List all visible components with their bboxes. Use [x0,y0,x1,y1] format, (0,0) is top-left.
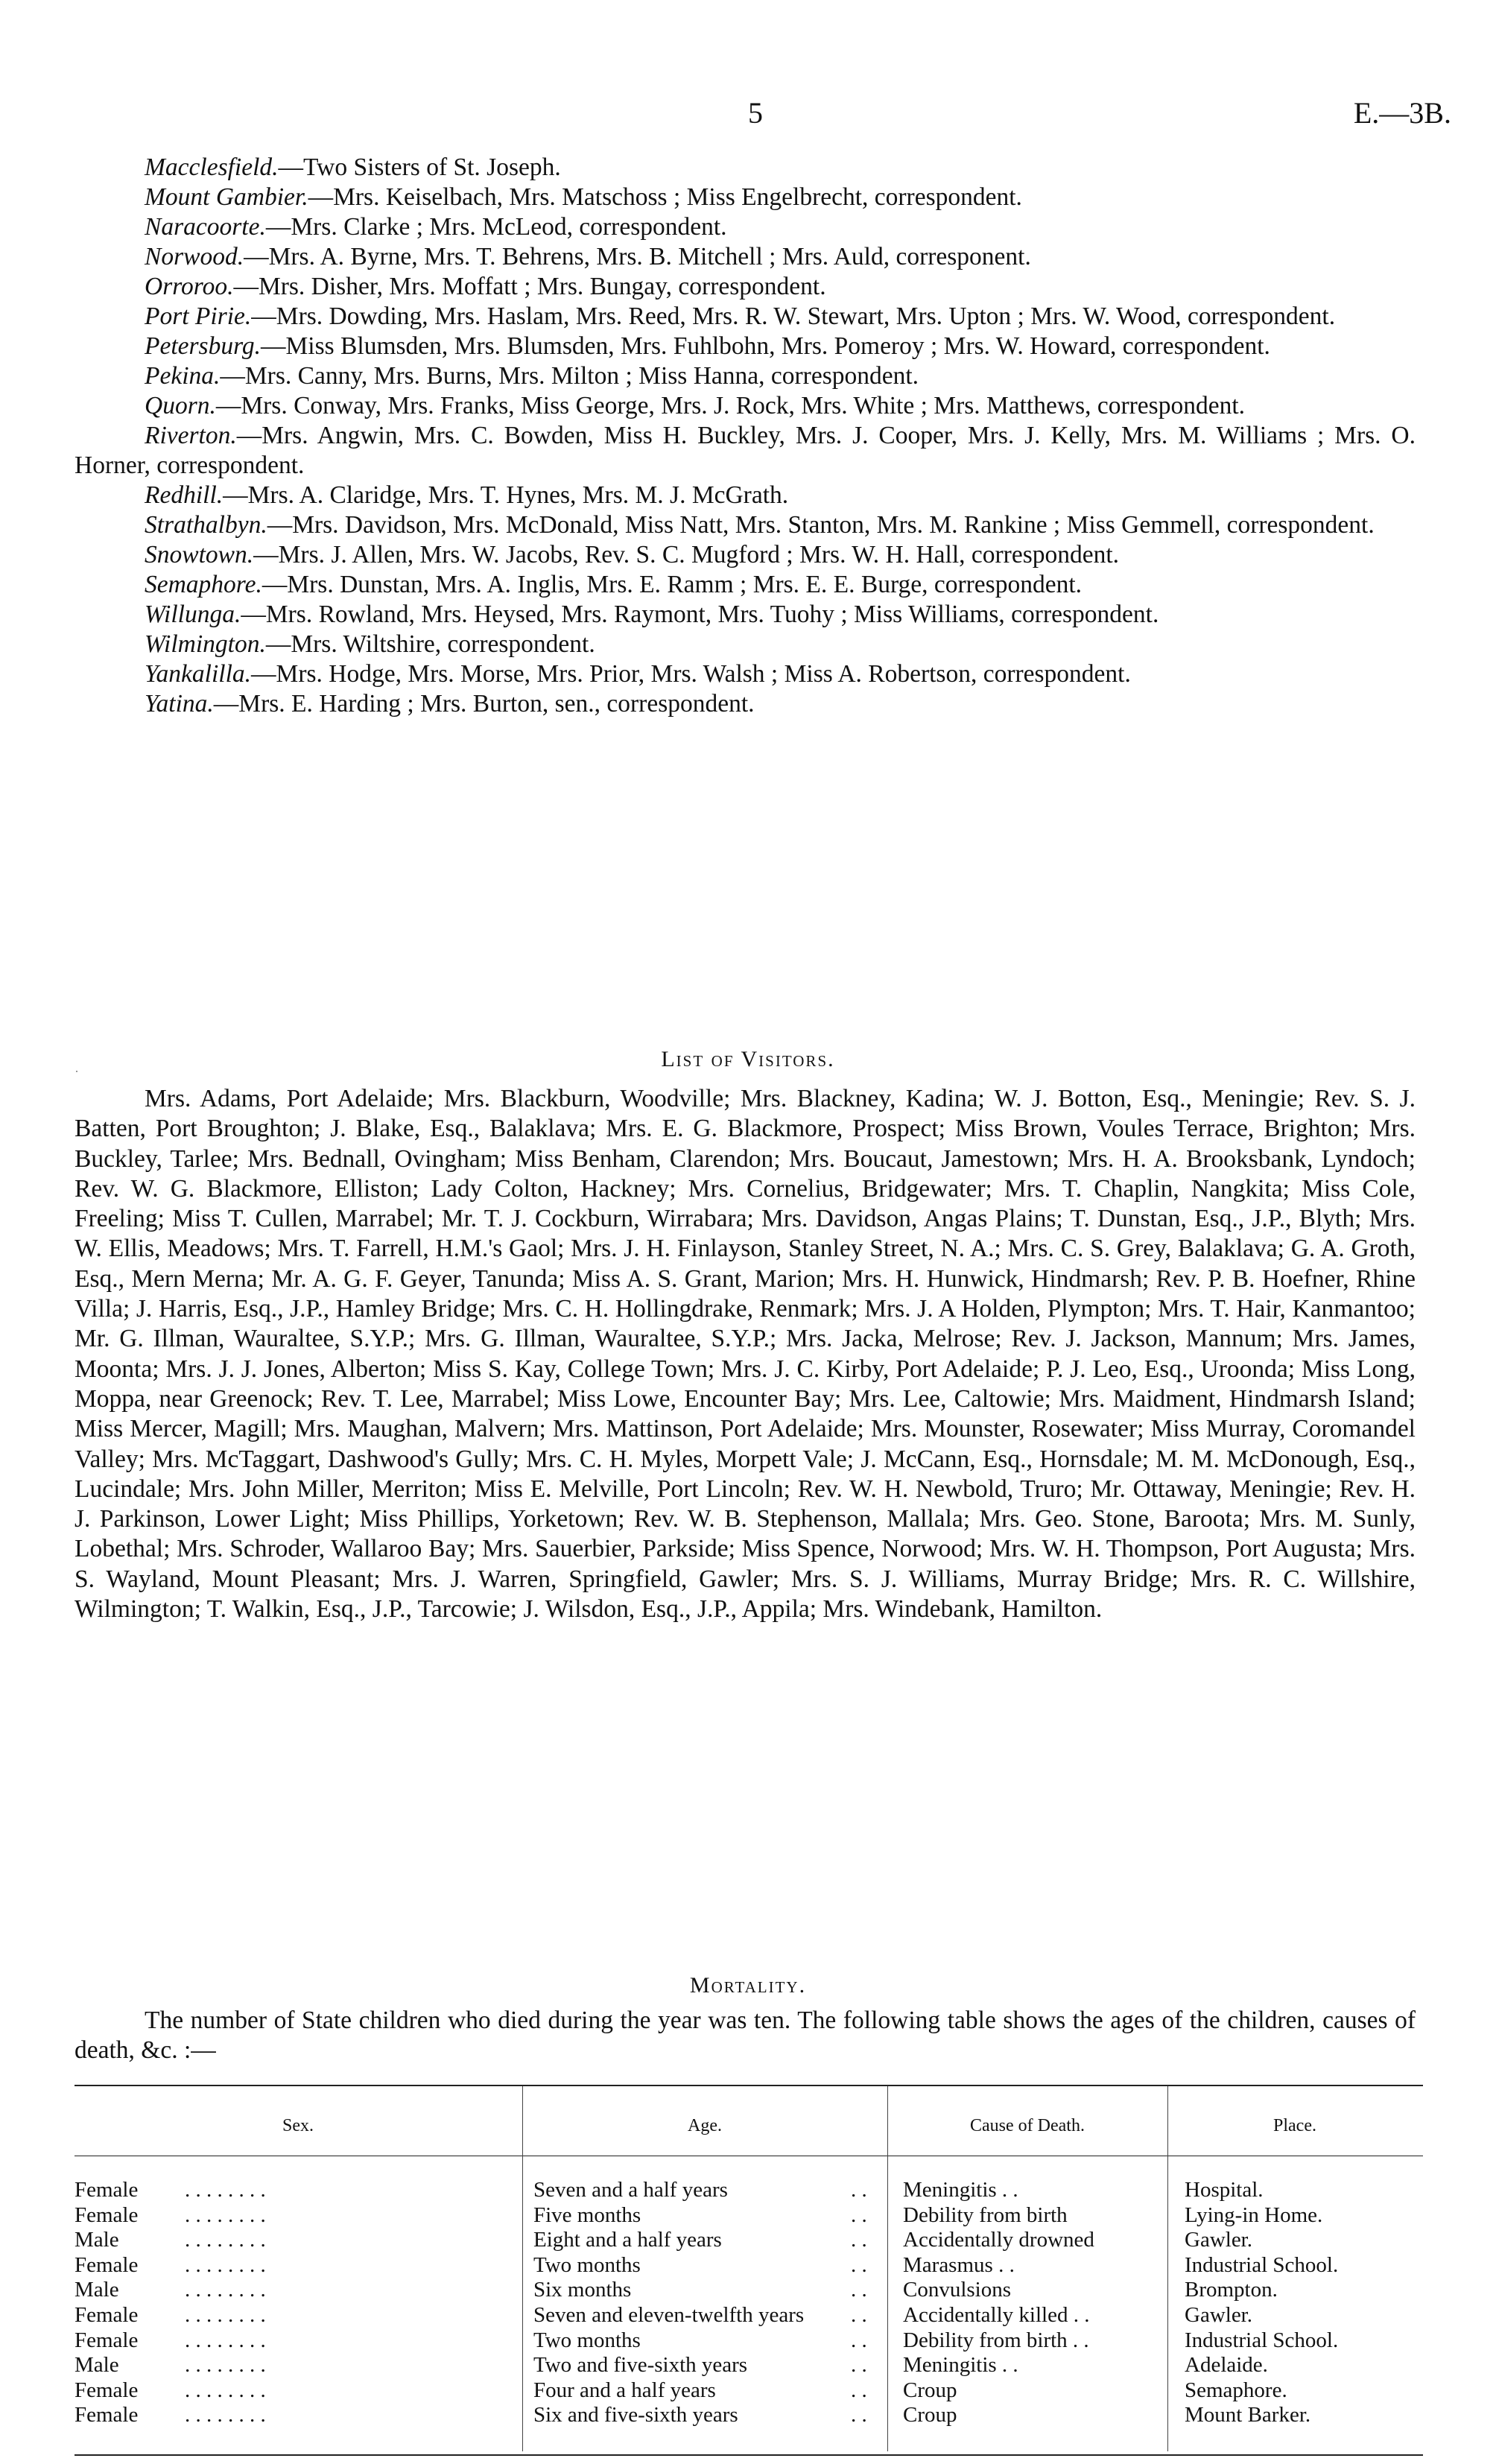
leader-dots: . . . . . . . . [185,2278,266,2302]
cell-sex: Female [75,2178,139,2202]
committee-place: Port Pirie. [145,303,252,330]
leader-dots: . . . . . . . . [185,2378,266,2402]
table-row [75,2253,1423,2278]
committee-place: Strathalbyn. [145,511,267,539]
committee-place: Redhill. [145,481,224,509]
committee-entry [75,570,1416,600]
leader-dots: . . [851,2403,867,2427]
committee-place: Mount Gambier. [145,183,308,211]
cell-place: Hospital. [1185,2178,1264,2202]
leader-dots: . . [851,2302,867,2327]
committee-members: —Mrs. Dowding, Mrs. Haslam, Mrs. Reed, Mrs. R. W. Stewart, Mrs. Upton ; Mrs. W. Wood, correspondent. [251,303,1336,330]
column-header-place: Place. [1273,2116,1316,2135]
committee-list [75,153,1416,719]
cell-place: Brompton. [1185,2278,1278,2302]
committee-place: Yatina. [145,690,214,718]
leader-dots: . . [851,2252,867,2277]
committee-place: Wilmington. [145,630,266,658]
leader-dots: . . . . . . . . [185,2328,266,2352]
committee-members: —Mrs. Wiltshire, correspondent. [265,630,595,658]
cell-place: Lying-in Home. [1185,2202,1323,2227]
leader-dots: . . . . . . . . [185,2302,266,2327]
committee-entry [75,183,1416,212]
committee-entry [75,630,1416,659]
mortality-table-body [75,2178,1423,2428]
committee-entry [75,391,1416,421]
cell-age: Two and five-sixth years [533,2353,748,2378]
cell-cause: Accidentally killed . . [903,2302,1090,2327]
table-row [75,2328,1423,2354]
cell-sex: Female [75,2403,139,2427]
leader-dots: . . . . . . . . [185,2228,266,2252]
committee-place: Naracoorte. [145,213,266,241]
cell-cause: Convulsions [903,2278,1012,2302]
mortality-heading: Mortality. [689,1973,807,1998]
committee-place: Orroroo. [145,273,234,300]
leader-dots: . . [851,2353,867,2378]
committee-entry [75,421,1416,481]
table-row [75,2228,1423,2253]
cell-sex: Male [75,2278,119,2302]
committee-members: —Mrs. Clarke ; Mrs. McLeod, correspondent. [265,213,727,241]
mortality-intro: The number of State children who died during the year was ten. The following table shows the ages of the children, causes of death, &c. :— [75,2007,1416,2064]
section-divider: · [75,1064,79,1079]
committee-place: Yankalilla. [145,660,252,688]
committee-place: Willunga. [145,601,241,628]
cell-place: Gawler. [1185,2228,1252,2252]
leader-dots: . . . . . . . . [185,2403,266,2427]
cell-cause: Meningitis . . [903,2353,1018,2378]
leader-dots: . . [851,2178,867,2202]
cell-cause: Debility from birth . . [903,2328,1089,2352]
committee-members: —Miss Blumsden, Mrs. Blumsden, Mrs. Fuhlbohn, Mrs. Pomeroy ; Mrs. W. Howard, correspondent. [261,332,1270,360]
committee-entry [75,242,1416,272]
cell-cause: Marasmus . . [903,2252,1015,2277]
leader-dots: . . . . . . . . [185,2353,266,2378]
column-header-cause: Cause of Death. [970,2116,1085,2135]
cell-sex: Female [75,2202,139,2227]
cell-place: Industrial School. [1185,2328,1339,2352]
cell-age: Seven and a half years [533,2178,728,2202]
committee-members: —Mrs. Conway, Mrs. Franks, Miss George, Mrs. J. Rock, Mrs. White ; Mrs. Matthews, correspondent. [215,392,1246,419]
leader-dots: . . . . . . . . [185,2252,266,2277]
table-top-rule [75,2085,1423,2086]
committee-entry [75,212,1416,242]
visitors-paragraph: Mrs. Adams, Port Adelaide; Mrs. Blackburn, Woodville; Mrs. Blackney, Kadina; W. J. Botton, Esq., Meningie; Rev. S. J. Batten, Port Broughton; J. Blake, Esq., Balaklava; Mrs. E. G. Blackmore, Prospect; Miss Brown, Voules Terrace, Brighton; Mrs. Buckley, Tarlee; Mrs. Bednall, Ovingham; Miss Benham, Clarendon; Mrs. Boucaut, Jamestown; Mrs. H. A. Brooksbank, Lyndoch; Rev. W. G. Blackmore, Elliston; Lady Colton, Hackney; Mrs. Cornelius, Bridgewater; Mrs. T. Chaplin, Nangkita; Miss Cole, Freeling; Miss T. Cullen, Marrabel; Mr. T. J. Cockburn, Wirrabara; Mrs. Davidson, Angas Plains; T. Dunstan, Esq., J.P., Blyth; Mrs. W. Ellis, Meadows; Mrs. T. Farrell, H.M.'s Gaol; Mrs. J. H. Finlayson, Stanley Street, N. A.; Mrs. C. S. Grey, Balaklava; G. A. Groth, Esq., Mern Merna; Mr. A. G. F. Geyer, Tanunda; Miss A. S. Grant, Marion; Mrs. H. Hunwick, Hindmarsh; Rev. P. B. Hoefner, Rhine Villa; J. Harris, Esq., J.P., Hamley Bridge; Mrs. C. H. Hollingdrake, Renmark; Mrs. J. A Holden, Plympton; Mrs. T. Hair, Kanmantoo; Mr. G. Illman, Wauraltee, S.Y.P.; Mrs. G. Illman, Wauraltee, S.Y.P.; Mrs. Jacka, Melrose; Rev. J. Jackson, Mannum; Mrs. James, Moonta; Mrs. J. J. Jones, Alberton; Miss S. Kay, College Town; Mrs. J. C. Kirby, Port Adelaide; P. J. Leo, Esq., Uroonda; Miss Long, Moppa, near Greenock; Rev. T. Lee, Marrabel; Miss Lowe, Encounter Bay; Mrs. Lee, Caltowie; Mrs. Maidment, Hindmarsh Island; Miss Mercer, Magill; Mrs. Maughan, Malvern; Mrs. Mattinson, Port Adelaide; Mrs. Mounster, Rosewater; Miss Murray, Coromandel Valley; Mrs. McTaggart, Dashwood's Gully; Mrs. C. H. Myles, Morpett Vale; J. McCann, Esq., Hornsdale; M. M. McDonough, Esq., Lucindale; Mrs. John Miller, Merriton; Miss E. Melville, Port Lincoln; Rev. W. H. Newbold, Truro; Mr. Ottaway, Meningie; Rev. H. J. Parkinson, Lower Light; Miss Phillips, Yorketown; Rev. W. B. Stephenson, Mallala; Mrs. Geo. Stone, Baroota; Mrs. M. Sunly, Lobethal; Mrs. Schroder, Wallaroo Bay; Mrs. Sauerbier, Parkside; Miss Spence, Norwood; Mrs. W. H. Thompson, Port Augusta; Mrs. S. Wayland, Mount Pleasant; Mrs. J. Warren, Springfield, Gawler; Mrs. S. J. Williams, Murray Bridge; Mrs. R. C. Willshire, Wilmington; T. Walkin, Esq., J.P., Tarcowie; J. Wilsdon, Esq., J.P., Appila; Mrs. Windebank, Hamilton. [75,1085,1416,1624]
cell-place: Adelaide. [1185,2353,1268,2378]
committee-entry [75,272,1416,302]
cell-sex: Female [75,2302,139,2327]
committee-members: —Mrs. Davidson, Mrs. McDonald, Miss Natt, Mrs. Stanton, Mrs. M. Rankine ; Miss Gemmell, correspondent. [267,511,1375,539]
committee-members: —Mrs. E. Harding ; Mrs. Burton, sen., correspondent. [213,690,755,718]
cell-place: Industrial School. [1185,2252,1339,2277]
cell-age: Five months [533,2202,641,2227]
leader-dots: . . [851,2278,867,2302]
leader-dots: . . . . . . . . [185,2178,266,2202]
committee-entry [75,659,1416,689]
committee-place: Riverton. [145,422,237,449]
cell-age: Six and five-sixth years [533,2403,738,2427]
committee-place: Petersburg. [145,332,262,360]
committee-members: —Mrs. Angwin, Mrs. C. Bowden, Miss H. Buckley, Mrs. J. Cooper, Mrs. J. Kelly, Mrs. M. Williams ; Mrs. O. Horner, correspondent. [75,422,1416,479]
cell-cause: Meningitis . . [903,2178,1018,2202]
table-row [75,2278,1423,2303]
committee-place: Semaphore. [145,571,262,598]
cell-age: Two months [533,2328,641,2352]
table-row [75,2303,1423,2328]
committee-place: Pekina. [145,362,221,390]
committee-entry [75,153,1416,183]
committee-members: —Mrs. Disher, Mrs. Moffatt ; Mrs. Bungay, correspondent. [233,273,826,300]
leader-dots: . . [851,2228,867,2252]
committee-entry [75,481,1416,510]
cell-sex: Male [75,2353,119,2378]
committee-place: Quorn. [145,392,216,419]
visitors-heading: List of Visitors. [661,1047,835,1071]
cell-place: Gawler. [1185,2302,1252,2327]
committee-members: —Mrs. J. Allen, Mrs. W. Jacobs, Rev. S. C. Mugford ; Mrs. W. H. Hall, correspondent. [253,541,1120,569]
committee-entry [75,302,1416,332]
leader-dots: . . [851,2202,867,2227]
cell-place: Mount Barker. [1185,2403,1311,2427]
cell-cause: Croup [903,2403,957,2427]
committee-members: —Mrs. Rowland, Mrs. Heysed, Mrs. Raymont, Mrs. Tuohy ; Miss Williams, correspondent. [241,601,1159,628]
committee-entry [75,689,1416,719]
cell-sex: Female [75,2328,139,2352]
cell-place: Semaphore. [1185,2378,1287,2402]
cell-cause: Accidentally drowned [903,2228,1094,2252]
cell-sex: Male [75,2228,119,2252]
committee-members: —Mrs. Hodge, Mrs. Morse, Mrs. Prior, Mrs. Walsh ; Miss A. Robertson, correspondent. [251,660,1131,688]
table-row [75,2203,1423,2229]
committee-members: —Mrs. Dunstan, Mrs. A. Inglis, Mrs. E. Ramm ; Mrs. E. E. Burge, correspondent. [262,571,1083,598]
cell-cause: Croup [903,2378,957,2402]
cell-cause: Debility from birth [903,2202,1068,2227]
cell-age: Seven and eleven-twelfth years [533,2302,805,2327]
committee-members: —Two Sisters of St. Joseph. [278,153,561,181]
table-row [75,2378,1423,2404]
table-row [75,2178,1423,2203]
cell-age: Two months [533,2252,641,2277]
committee-entry [75,540,1416,570]
leader-dots: . . . . . . . . [185,2202,266,2227]
document-reference: E.—3B. [1353,96,1451,130]
page-number: 5 [748,96,763,130]
committee-entry [75,361,1416,391]
committee-members: —Mrs. Keiselbach, Mrs. Matschoss ; Miss Engelbrecht, correspondent. [308,183,1022,211]
cell-age: Eight and a half years [533,2228,722,2252]
page-header [0,95,1496,133]
committee-place: Norwood. [145,243,244,270]
committee-entry [75,332,1416,361]
leader-dots: . . [851,2378,867,2402]
committee-entry [75,600,1416,630]
column-header-age: Age. [688,2116,722,2135]
committee-place: Snowtown. [145,541,254,569]
cell-sex: Female [75,2252,139,2277]
column-header-sex: Sex. [282,2116,314,2135]
cell-sex: Female [75,2378,139,2402]
table-row [75,2353,1423,2378]
table-row [75,2403,1423,2428]
committee-place: Macclesfield. [145,153,279,181]
committee-members: —Mrs. Canny, Mrs. Burns, Mrs. Milton ; Miss Hanna, correspondent. [220,362,919,390]
table-bottom-rule [75,2454,1423,2456]
committee-members: —Mrs. A. Byrne, Mrs. T. Behrens, Mrs. B. Mitchell ; Mrs. Auld, corresponent. [244,243,1031,270]
cell-age: Four and a half years [533,2378,716,2402]
leader-dots: . . [851,2328,867,2352]
cell-age: Six months [533,2278,632,2302]
committee-members: —Mrs. A. Claridge, Mrs. T. Hynes, Mrs. M. J. McGrath. [223,481,789,509]
committee-entry [75,510,1416,540]
